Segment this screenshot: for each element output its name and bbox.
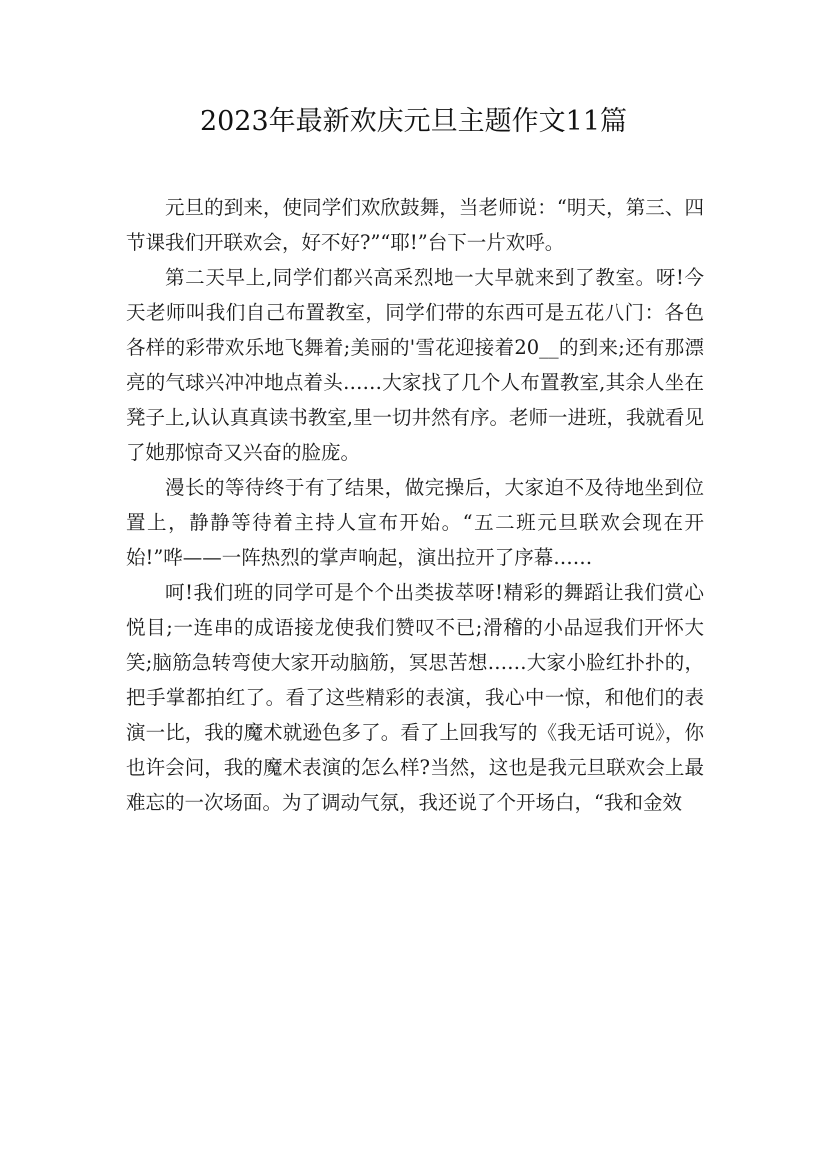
paragraph: 第二天早上,同学们都兴高采烈地一大早就来到了教室。呀!今天老师叫我们自己布置教室，同学们带的东西可是五花八门：各色各样的彩带欢乐地飞舞着;美丽的'雪花迎接着20__的到来;还有那漂亮的气球兴冲冲地点着头……大家找了几个人布置教室,其余人坐在凳子上,认认真真读书教室,里一切井然有序。老师一进班，我就看见了她那惊奇又兴奋的脸庞。 xyxy=(126,266,704,464)
document-body xyxy=(126,190,704,820)
paragraph: 呵!我们班的同学可是个个出类拔萃呀!精彩的舞蹈让我们赏心悦目;一连串的成语接龙使我们赞叹不已;滑稽的小品逗我们开怀大笑;脑筋急转弯使大家开动脑筋，冥思苦想……大家小脸红扑扑的，把手掌都拍红了。看了这些精彩的表演，我心中一惊，和他们的表演一比，我的魔术就逊色多了。看了上回我写的《我无话可说》，你也许会问，我的魔术表演的怎么样?当然，这也是我元旦联欢会上最难忘的一次场面。为了调动气氛，我还说了个开场白，“我和金效 xyxy=(126,581,704,814)
paragraph: 元旦的到来，使同学们欢欣鼓舞，当老师说：“明天，第三、四节课我们开联欢会，好不好?”“耶!”台下一片欢呼。 xyxy=(126,196,704,254)
document-title: 2023年最新欢庆元旦主题作文11篇 xyxy=(199,106,628,137)
paragraph: 漫长的等待终于有了结果，做完操后，大家迫不及待地坐到位置上，静静等待着主持人宣布开始。“五二班元旦联欢会现在开始!”哗——一阵热烈的掌声响起，演出拉开了序幕…… xyxy=(126,476,704,569)
